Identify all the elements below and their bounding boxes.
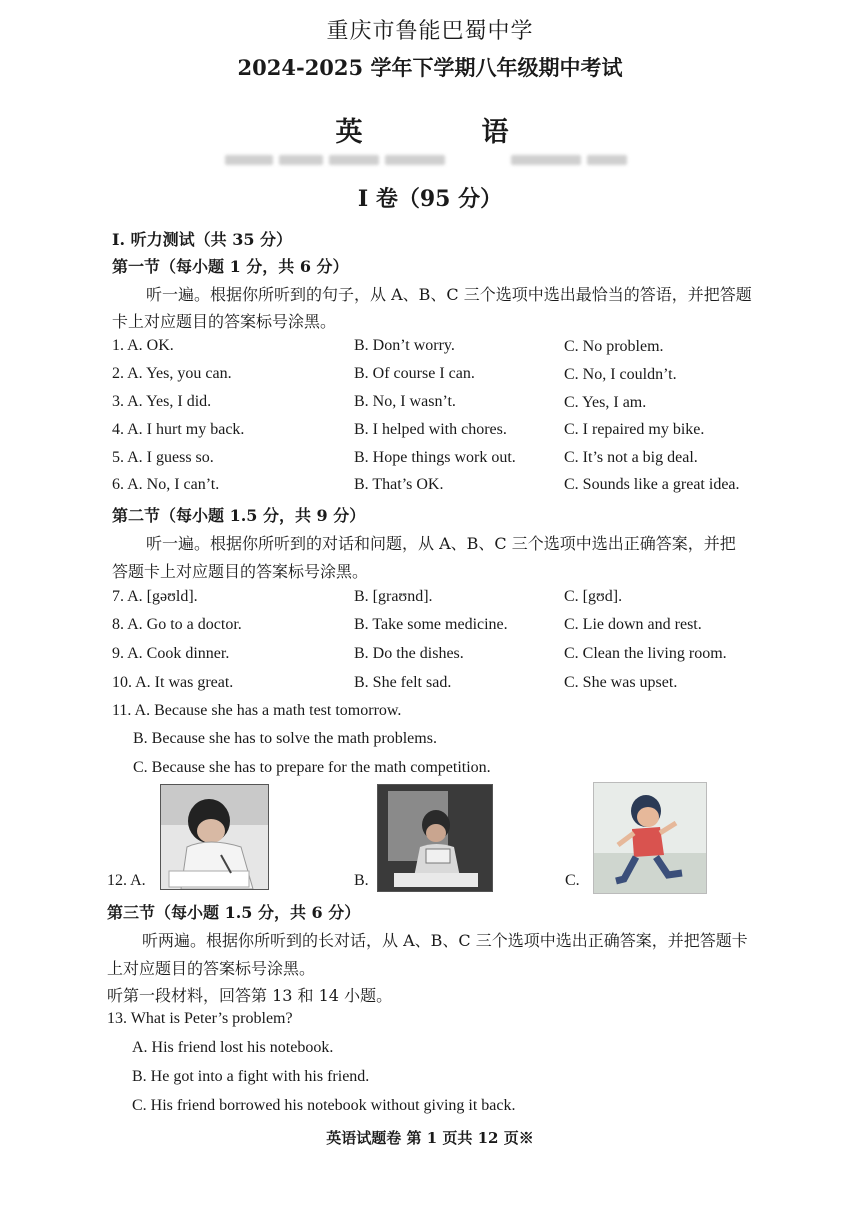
- q2-option-a: 2. A. Yes, you can.: [112, 365, 232, 382]
- section1-instruction-line2: 卡上对应题目的答案标号涂黑。: [112, 312, 337, 331]
- section1-title: 第一节（每小题 1 分，共 6 分）: [112, 257, 349, 276]
- q12-picture-c-boy-running: [593, 782, 707, 894]
- q12-option-a-label: 12. A.: [107, 872, 146, 889]
- section1-instruction-line1: 听一遍。根据你所听到的句子，从 A、B、C 三个选项中选出最恰当的答语，并把答题: [146, 285, 752, 304]
- q3-option-b: B. No, I wasn’t.: [354, 393, 456, 410]
- section2-instruction-line1: 听一遍。根据你所听到的对话和问题，从 A、B、C 三个选项中选出正确答案，并把: [146, 534, 736, 553]
- q11-option-b: B. Because she has to solve the math problems.: [133, 730, 437, 747]
- q10-option-a: 10. A. It was great.: [112, 674, 234, 691]
- q8-option-b: B. Take some medicine.: [354, 616, 508, 633]
- section3-instruction-line1: 听两遍。根据你所听到的长对话，从 A、B、C 三个选项中选出正确答案，并把答题卡: [142, 931, 748, 950]
- q11-option-c: C. Because she has to prepare for the math competition.: [133, 759, 491, 776]
- q4-option-a: 4. A. I hurt my back.: [112, 421, 245, 438]
- faded-info-line: [225, 150, 695, 166]
- q6-option-a: 6. A. No, I can’t.: [112, 476, 220, 493]
- exam-title: 2024-2025 学年下学期八年级期中考试: [237, 55, 623, 80]
- q12-option-b-label: B.: [354, 872, 369, 889]
- q12-option-c-label: C.: [565, 872, 580, 889]
- q10-option-c: C. She was upset.: [564, 674, 678, 691]
- q9-option-a: 9. A. Cook dinner.: [112, 645, 230, 662]
- q13-stem: 13. What is Peter’s problem?: [107, 1010, 293, 1027]
- q7-option-a: 7. A. [gəʊld].: [112, 588, 198, 605]
- q2-option-b: B. Of course I can.: [354, 365, 475, 382]
- q12-picture-b-boy-reading: [377, 784, 493, 892]
- q9-option-c: C. Clean the living room.: [564, 645, 727, 662]
- q8-option-a: 8. A. Go to a doctor.: [112, 616, 242, 633]
- section2-title: 第二节（每小题 1.5 分，共 9 分）: [112, 506, 366, 525]
- q7-option-c: C. [gʊd].: [564, 588, 623, 605]
- q7-option-b: B. [graʊnd].: [354, 588, 433, 605]
- part1-title: I. 听力测试（共 35 分）: [112, 230, 293, 249]
- q8-option-c: C. Lie down and rest.: [564, 616, 702, 633]
- q9-option-b: B. Do the dishes.: [354, 645, 464, 662]
- q5-option-a: 5. A. I guess so.: [112, 449, 214, 466]
- section2-instruction-line2: 答题卡上对应题目的答案标号涂黑。: [112, 562, 369, 581]
- q10-option-b: B. She felt sad.: [354, 674, 452, 691]
- subject-title: 英 语: [335, 117, 555, 148]
- section3-instruction-line2: 上对应题目的答案标号涂黑。: [107, 959, 316, 978]
- school-name: 重庆市鲁能巴蜀中学: [326, 19, 534, 44]
- q13-option-a: A. His friend lost his notebook.: [132, 1039, 334, 1056]
- q1-option-b: B. Don’t worry.: [354, 337, 455, 354]
- q6-option-c: C. Sounds like a great idea.: [564, 476, 740, 493]
- q3-option-c: C. Yes, I am.: [564, 394, 647, 411]
- section3-title: 第三节（每小题 1.5 分，共 6 分）: [107, 903, 361, 922]
- q6-option-b: B. That’s OK.: [354, 476, 444, 493]
- q2-option-c: C. No, I couldn’t.: [564, 366, 677, 383]
- page-footer: 英语试题卷 第 1 页共 12 页※: [326, 1129, 534, 1147]
- volume-title: I 卷（95 分）: [357, 186, 503, 212]
- q3-option-a: 3. A. Yes, I did.: [112, 393, 212, 410]
- q4-option-b: B. I helped with chores.: [354, 421, 507, 438]
- q5-option-c: C. It’s not a big deal.: [564, 449, 698, 466]
- q13-option-c: C. His friend borrowed his notebook without giving it back.: [132, 1097, 516, 1114]
- q5-option-b: B. Hope things work out.: [354, 449, 516, 466]
- q12-picture-a-boy-writing: [160, 784, 269, 890]
- q13-option-b: B. He got into a fight with his friend.: [132, 1068, 370, 1085]
- q4-option-c: C. I repaired my bike.: [564, 421, 705, 438]
- q1-option-c: C. No problem.: [564, 338, 664, 355]
- q11-option-a: 11. A. Because she has a math test tomorrow.: [112, 702, 402, 719]
- section3-material-note: 听第一段材料，回答第 13 和 14 小题。: [107, 986, 393, 1005]
- q1-option-a: 1. A. OK.: [112, 337, 174, 354]
